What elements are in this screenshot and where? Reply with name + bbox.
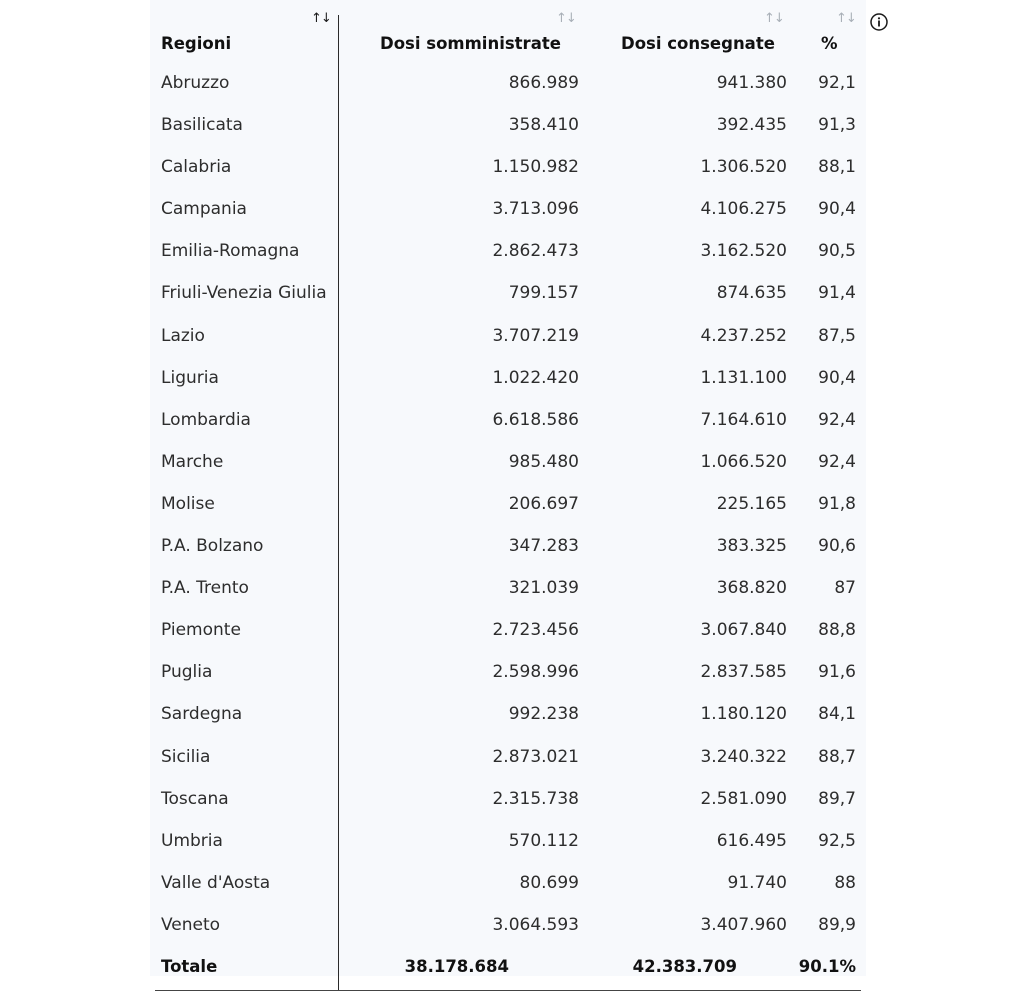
table-row (155, 315, 861, 357)
table-row (155, 357, 861, 399)
table-total-row (155, 946, 861, 988)
table-row (155, 525, 861, 567)
table-row (155, 778, 861, 820)
cell-delivered: 3.407.960 (700, 914, 787, 935)
cell-delivered: 1.131.100 (700, 367, 787, 388)
cell-delivered: 7.164.610 (700, 409, 787, 430)
cell-region: Piemonte (161, 620, 241, 641)
cell-administered: 3.707.219 (492, 325, 579, 346)
cell-percent: 91,3 (818, 115, 856, 136)
cell-region: Sicilia (161, 746, 211, 767)
table-row (155, 567, 861, 609)
cell-delivered: 1.066.520 (700, 451, 787, 472)
cell-delivered: 3.067.840 (700, 620, 787, 641)
cell-administered: 2.315.738 (492, 788, 579, 809)
cell-delivered: 4.106.275 (700, 199, 787, 220)
header-delivered-label: Dosi consegnate (621, 34, 775, 53)
cell-region: Veneto (161, 914, 221, 935)
table-row (155, 188, 861, 230)
cell-percent: 92,1 (818, 73, 856, 93)
table-row (155, 399, 861, 441)
cell-delivered: 2.837.585 (700, 662, 787, 683)
cell-percent: 92,4 (818, 451, 856, 472)
cell-administered: 1.150.982 (492, 157, 579, 178)
cell-region: Liguria (161, 367, 219, 388)
cell-region: Valle d'Aosta (161, 872, 271, 893)
total-label: Totale (161, 956, 218, 976)
cell-percent: 92,4 (818, 409, 856, 430)
table-row (155, 62, 861, 104)
cell-percent: 87,5 (818, 325, 856, 346)
table-bottom-rule (155, 990, 861, 991)
cell-region: Toscana (161, 788, 229, 809)
cell-administered: 80.699 (519, 872, 579, 893)
cell-region: Campania (161, 199, 247, 220)
table-row (155, 146, 861, 188)
sort-arrows-icon[interactable]: ↑↓ (311, 11, 331, 26)
table-row (155, 862, 861, 904)
cell-delivered: 3.162.520 (700, 241, 787, 262)
cell-percent: 89,7 (818, 788, 856, 809)
header-percent-label: % (821, 34, 838, 53)
cell-region: Puglia (161, 662, 213, 683)
cell-administered: 358.410 (508, 115, 579, 136)
cell-delivered: 383.325 (716, 536, 787, 557)
cell-percent: 90,5 (818, 241, 856, 262)
cell-percent: 88,1 (818, 157, 856, 178)
header-region-label: Regioni (161, 34, 232, 53)
header-administered-label: Dosi somministrate (380, 34, 561, 53)
cell-administered: 206.697 (508, 493, 579, 514)
cell-percent: 87 (834, 578, 856, 599)
cell-delivered: 941.380 (716, 73, 787, 93)
cell-percent: 88,7 (818, 746, 856, 767)
cell-percent: 91,8 (818, 493, 856, 514)
cell-administered: 347.283 (508, 536, 579, 557)
total-delivered: 42.383.709 (632, 956, 737, 976)
cell-region: Marche (161, 451, 224, 472)
cell-administered: 3.064.593 (492, 914, 579, 935)
cell-region: Abruzzo (161, 73, 230, 93)
table-row (155, 820, 861, 862)
cell-administered: 2.862.473 (492, 241, 579, 262)
cell-percent: 91,6 (818, 662, 856, 683)
header-administered[interactable] (338, 0, 586, 62)
cell-region: Basilicata (161, 115, 243, 136)
cell-administered: 866.989 (508, 73, 579, 93)
cell-delivered: 368.820 (716, 578, 787, 599)
table-row (155, 441, 861, 483)
cell-percent: 92,5 (818, 830, 856, 851)
table-row (155, 736, 861, 778)
sort-arrows-icon[interactable]: ↑↓ (836, 11, 856, 26)
cell-region: Calabria (161, 157, 232, 178)
cell-administered: 2.723.456 (492, 620, 579, 641)
table-row (155, 104, 861, 146)
cell-administered: 992.238 (508, 704, 579, 725)
table-body (155, 62, 861, 946)
cell-administered: 985.480 (508, 451, 579, 472)
cell-region: Friuli-Venezia Giulia (161, 283, 327, 304)
cell-delivered: 616.495 (716, 830, 787, 851)
cell-delivered: 3.240.322 (700, 746, 787, 767)
cell-delivered: 4.237.252 (700, 325, 787, 346)
cell-percent: 88,8 (818, 620, 856, 641)
cell-region: P.A. Trento (161, 578, 249, 599)
sort-arrows-icon[interactable]: ↑↓ (556, 11, 576, 26)
cell-region: Lazio (161, 325, 205, 346)
header-region[interactable] (155, 0, 338, 62)
cell-administered: 2.598.996 (492, 662, 579, 683)
table-row (155, 693, 861, 735)
cell-delivered: 2.581.090 (700, 788, 787, 809)
table-row (155, 272, 861, 314)
cell-administered: 6.618.586 (492, 409, 579, 430)
table-row (155, 609, 861, 651)
cell-administered: 3.713.096 (492, 199, 579, 220)
cell-percent: 90,4 (818, 367, 856, 388)
table-row (155, 230, 861, 272)
column-divider (338, 15, 339, 990)
cell-administered: 1.022.420 (492, 367, 579, 388)
cell-percent: 89,9 (818, 914, 856, 935)
cell-administered: 570.112 (508, 830, 579, 851)
total-percent: 90.1% (798, 956, 856, 976)
cell-administered: 2.873.021 (492, 746, 579, 767)
cell-delivered: 874.635 (716, 283, 787, 304)
cell-region: P.A. Bolzano (161, 536, 264, 557)
cell-percent: 91,4 (818, 283, 856, 304)
total-administered: 38.178.684 (404, 956, 509, 976)
cell-region: Sardegna (161, 704, 243, 725)
cell-percent: 90,6 (818, 536, 856, 557)
cell-delivered: 1.180.120 (700, 704, 787, 725)
cell-administered: 321.039 (508, 578, 579, 599)
cell-delivered: 392.435 (716, 115, 787, 136)
cell-delivered: 225.165 (716, 493, 787, 514)
cell-administered: 799.157 (508, 283, 579, 304)
sort-arrows-icon[interactable]: ↑↓ (764, 11, 784, 26)
table-row (155, 651, 861, 693)
cell-percent: 84,1 (818, 704, 856, 725)
cell-delivered: 1.306.520 (700, 157, 787, 178)
cell-percent: 88 (834, 872, 856, 893)
header-delivered[interactable] (586, 0, 794, 62)
vaccine-doses-table (155, 0, 861, 988)
table-header (155, 0, 861, 62)
cell-delivered: 91.740 (727, 872, 787, 893)
info-circle-icon[interactable] (870, 13, 888, 31)
cell-region: Lombardia (161, 409, 251, 430)
header-percent[interactable] (794, 0, 861, 62)
table-row (155, 904, 861, 946)
cell-percent: 90,4 (818, 199, 856, 220)
table-row (155, 483, 861, 525)
cell-region: Molise (161, 493, 215, 514)
cell-region: Umbria (161, 830, 223, 851)
cell-region: Emilia-Romagna (161, 241, 300, 262)
